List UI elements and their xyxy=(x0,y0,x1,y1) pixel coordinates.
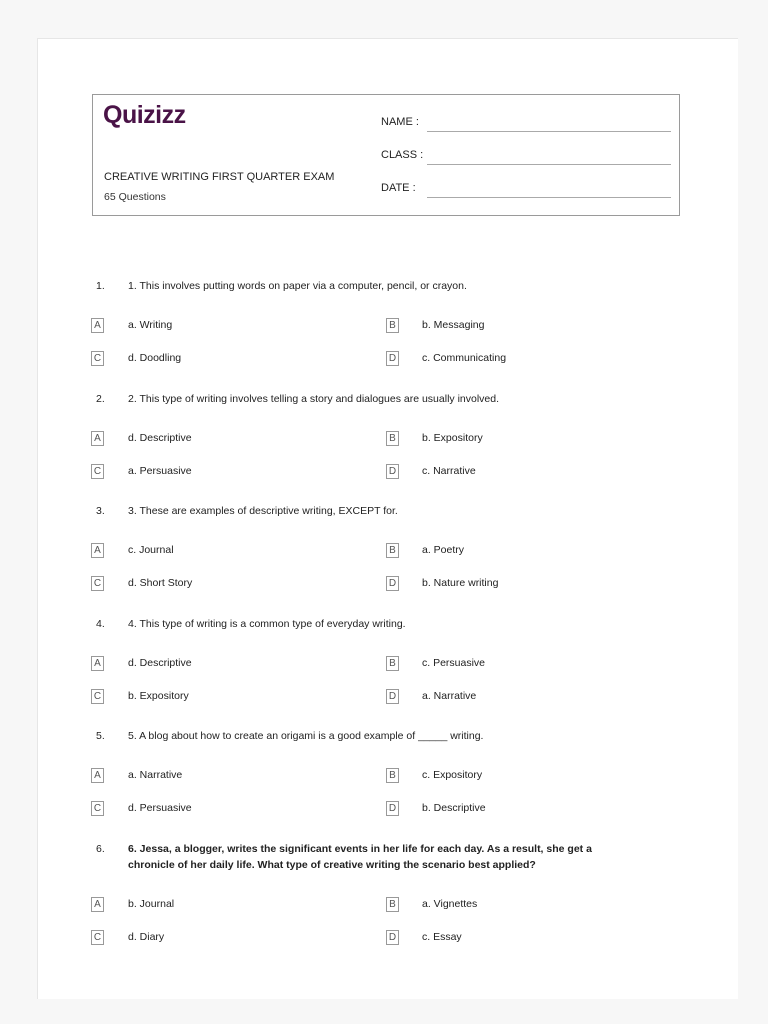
option-letter-box: A xyxy=(91,656,104,671)
question-text: 3. These are examples of descriptive writing, EXCEPT for. xyxy=(128,505,398,517)
option-text: d. Descriptive xyxy=(128,432,192,444)
option-letter-box: A xyxy=(91,768,104,783)
exam-title: CREATIVE WRITING FIRST QUARTER EXAM xyxy=(104,171,335,183)
date-line xyxy=(427,197,671,198)
name-field xyxy=(381,116,671,134)
option-text: b. Journal xyxy=(128,898,175,910)
question-number: 5. xyxy=(96,730,105,742)
option-letter-box: A xyxy=(91,897,104,912)
question-number: 2. xyxy=(96,393,105,405)
option-text: b. Expository xyxy=(422,432,483,444)
option-text: c. Persuasive xyxy=(422,657,486,669)
option-text: b. Nature writing xyxy=(422,577,499,589)
option-text: a. Narrative xyxy=(422,690,477,702)
option-text: c. Journal xyxy=(128,544,174,556)
class-label: CLASS : xyxy=(381,149,424,161)
option-letter-box: D xyxy=(386,801,399,816)
option-letter-box: A xyxy=(91,318,104,333)
option-text: c. Expository xyxy=(422,769,483,781)
option-letter-box: D xyxy=(386,351,399,366)
question-number: 6. xyxy=(96,843,105,855)
option-letter-box: A xyxy=(91,431,104,446)
option-letter-box: D xyxy=(386,689,399,704)
question-count: 65 Questions xyxy=(104,191,166,203)
option-text: b. Expository xyxy=(128,690,189,702)
question-number: 1. xyxy=(96,280,105,292)
option-letter-box: C xyxy=(91,801,104,816)
option-letter-box: B xyxy=(386,543,399,558)
option-letter-box: B xyxy=(386,318,399,333)
option-text: d. Persuasive xyxy=(128,802,192,814)
worksheet-header xyxy=(92,94,680,216)
option-letter-box: C xyxy=(91,689,104,704)
question-text: 5. A blog about how to create an origami is a good example of _____ writing. xyxy=(128,730,484,742)
option-letter-box: B xyxy=(386,897,399,912)
option-text: b. Messaging xyxy=(422,319,485,331)
question-text: 4. This type of writing is a common type of everyday writing. xyxy=(128,618,406,630)
class-field xyxy=(381,149,671,167)
question-text: 6. Jessa, a blogger, writes the significant events in her life for each day. As a result, she get a chronicle of her daily life. What type of creative writing the scenario best applied? xyxy=(128,843,592,871)
question-text: 2. This type of writing involves telling a story and dialogues are usually involved. xyxy=(128,393,500,405)
name-line xyxy=(427,131,671,132)
option-text: d. Doodling xyxy=(128,352,182,364)
option-letter-box: C xyxy=(91,351,104,366)
question-number: 4. xyxy=(96,618,105,630)
option-letter-box: B xyxy=(386,656,399,671)
option-letter-box: B xyxy=(386,768,399,783)
option-text: c. Essay xyxy=(422,931,462,943)
option-letter-box: C xyxy=(91,464,104,479)
option-text: a. Persuasive xyxy=(128,465,192,477)
date-label: DATE : xyxy=(381,182,416,194)
option-letter-box: B xyxy=(386,431,399,446)
option-text: a. Poetry xyxy=(422,544,465,556)
option-text: b. Descriptive xyxy=(422,802,486,814)
class-line xyxy=(427,164,671,165)
option-text: c. Narrative xyxy=(422,465,476,477)
option-text: c. Communicating xyxy=(422,352,507,364)
question-number: 3. xyxy=(96,505,105,517)
option-text: a. Narrative xyxy=(128,769,183,781)
option-text: a. Writing xyxy=(128,319,173,331)
option-letter-box: D xyxy=(386,576,399,591)
option-text: a. Vignettes xyxy=(422,898,478,910)
option-letter-box: C xyxy=(91,576,104,591)
option-letter-box: A xyxy=(91,543,104,558)
option-letter-box: D xyxy=(386,930,399,945)
name-label: NAME : xyxy=(381,116,419,128)
option-letter-box: D xyxy=(386,464,399,479)
quizizz-logo: Quizizz xyxy=(103,101,186,129)
option-text: d. Descriptive xyxy=(128,657,192,669)
option-letter-box: C xyxy=(91,930,104,945)
question-text: 1. This involves putting words on paper via a computer, pencil, or crayon. xyxy=(128,280,467,292)
worksheet-page xyxy=(37,38,738,999)
date-field xyxy=(381,182,671,200)
option-text: d. Short Story xyxy=(128,577,193,589)
option-text: d. Diary xyxy=(128,931,165,943)
